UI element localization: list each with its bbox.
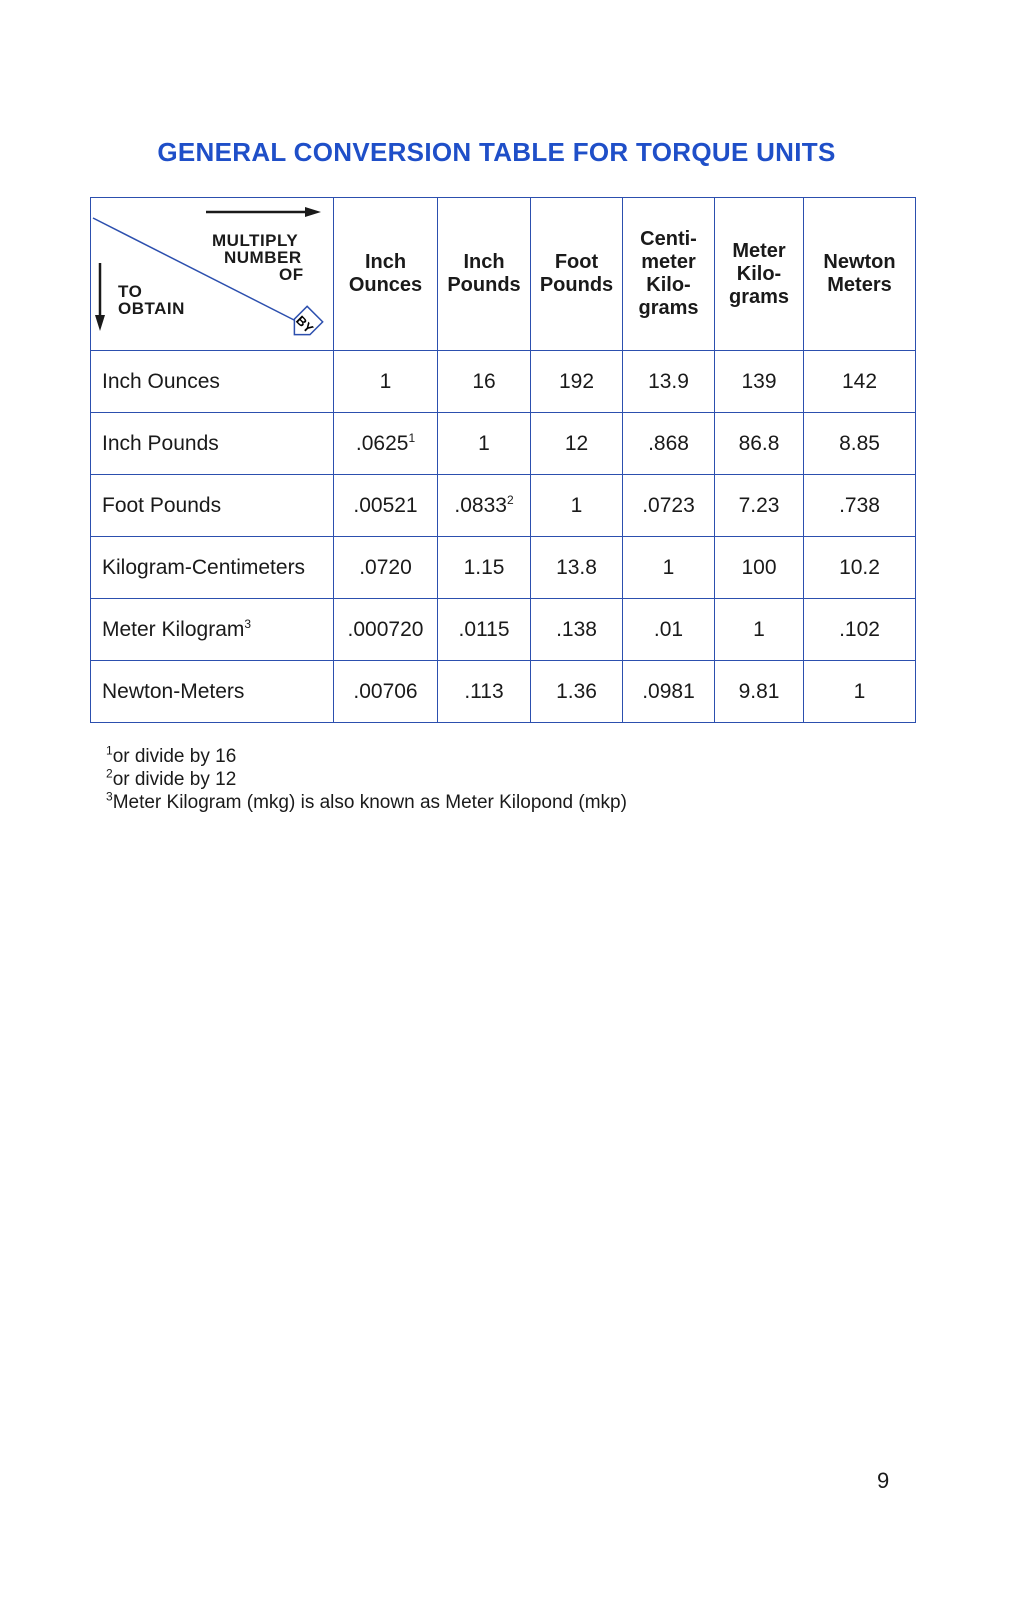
table-cell: .0833$^2$ xyxy=(438,475,531,537)
by-label: BY xyxy=(292,312,317,337)
obtain-label: OBTAIN xyxy=(118,299,185,318)
table-cell: .0981 xyxy=(623,661,715,723)
table-row xyxy=(91,351,916,413)
table-cell: 13.9 xyxy=(623,351,715,413)
table-cell: 1.15 xyxy=(438,537,531,599)
table-cell: .00521 xyxy=(334,475,438,537)
table-cell: 8.85 xyxy=(804,413,916,475)
row-label: Meter Kilogram$^3$ xyxy=(91,599,334,661)
table-cell: 7.23 xyxy=(715,475,804,537)
col-header-newton-meters: Newton Meters xyxy=(804,198,916,351)
table-cell: .138 xyxy=(531,599,623,661)
table-cell: .000720 xyxy=(334,599,438,661)
table-cell: .868 xyxy=(623,413,715,475)
table-cell: 139 xyxy=(715,351,804,413)
table-cell: .01 xyxy=(623,599,715,661)
table-cell: 9.81 xyxy=(715,661,804,723)
footnote: $^2$or divide by 12 xyxy=(106,766,237,790)
col-header-meter-kilograms: Meter Kilo- grams xyxy=(715,198,804,351)
table-cell: 1 xyxy=(715,599,804,661)
corner-cell xyxy=(91,198,334,351)
footnote-marker: 1 xyxy=(408,430,416,445)
to-label: TO xyxy=(118,282,143,301)
table-row xyxy=(91,599,916,661)
table-cell: 1 xyxy=(531,475,623,537)
table-cell: 1.36 xyxy=(531,661,623,723)
table-cell: 13.8 xyxy=(531,537,623,599)
table-cell: 1 xyxy=(804,661,916,723)
table-cell: 1 xyxy=(438,413,531,475)
row-label: Inch Pounds xyxy=(91,413,334,475)
table-cell: 12 xyxy=(531,413,623,475)
table-cell: 192 xyxy=(531,351,623,413)
col-header-foot-pounds: Foot Pounds xyxy=(531,198,623,351)
of-label: OF xyxy=(279,265,304,284)
table-cell: 10.2 xyxy=(804,537,916,599)
table-row xyxy=(91,537,916,599)
page-number: 9 xyxy=(877,1468,890,1493)
row-label: Kilogram-Centimeters xyxy=(91,537,334,599)
footnote: $^3$Meter Kilogram (mkg) is also known as Meter Kilopond (mkp) xyxy=(106,789,627,813)
conversion-table-wrapper xyxy=(90,197,915,732)
table-cell: 1 xyxy=(334,351,438,413)
table-cell: .738 xyxy=(804,475,916,537)
multiply-label: MULTIPLY xyxy=(212,231,299,250)
table-row xyxy=(91,475,916,537)
footnotes xyxy=(106,745,627,814)
table-cell: 16 xyxy=(438,351,531,413)
table-cell: .0723 xyxy=(623,475,715,537)
table-cell: .0720 xyxy=(334,537,438,599)
table-cell: .0115 xyxy=(438,599,531,661)
col-header-centimeter-kilograms: Centi- meter Kilo- grams xyxy=(623,198,715,351)
footnote-marker: 2 xyxy=(506,492,514,507)
row-label: Foot Pounds xyxy=(91,475,334,537)
row-label: Inch Ounces xyxy=(91,351,334,413)
page-title: GENERAL CONVERSION TABLE FOR TORQUE UNITS xyxy=(157,137,836,167)
table-cell: .102 xyxy=(804,599,916,661)
table-cell: .0625$^1$ xyxy=(334,413,438,475)
table-row xyxy=(91,413,916,475)
footnote-marker: 3 xyxy=(244,616,252,631)
table-cell: .113 xyxy=(438,661,531,723)
row-label: Newton-Meters xyxy=(91,661,334,723)
table-row xyxy=(91,661,916,723)
col-header-inch-pounds: Inch Pounds xyxy=(438,198,531,351)
table-cell: 142 xyxy=(804,351,916,413)
col-header-inch-ounces: Inch Ounces xyxy=(334,198,438,351)
table-cell: .00706 xyxy=(334,661,438,723)
number-label: NUMBER xyxy=(224,248,302,267)
table-cell: 1 xyxy=(623,537,715,599)
footnote: $^1$or divide by 16 xyxy=(106,743,237,767)
table-cell: 86.8 xyxy=(715,413,804,475)
table-cell: 100 xyxy=(715,537,804,599)
header-row xyxy=(91,198,916,351)
conversion-table xyxy=(90,197,916,723)
